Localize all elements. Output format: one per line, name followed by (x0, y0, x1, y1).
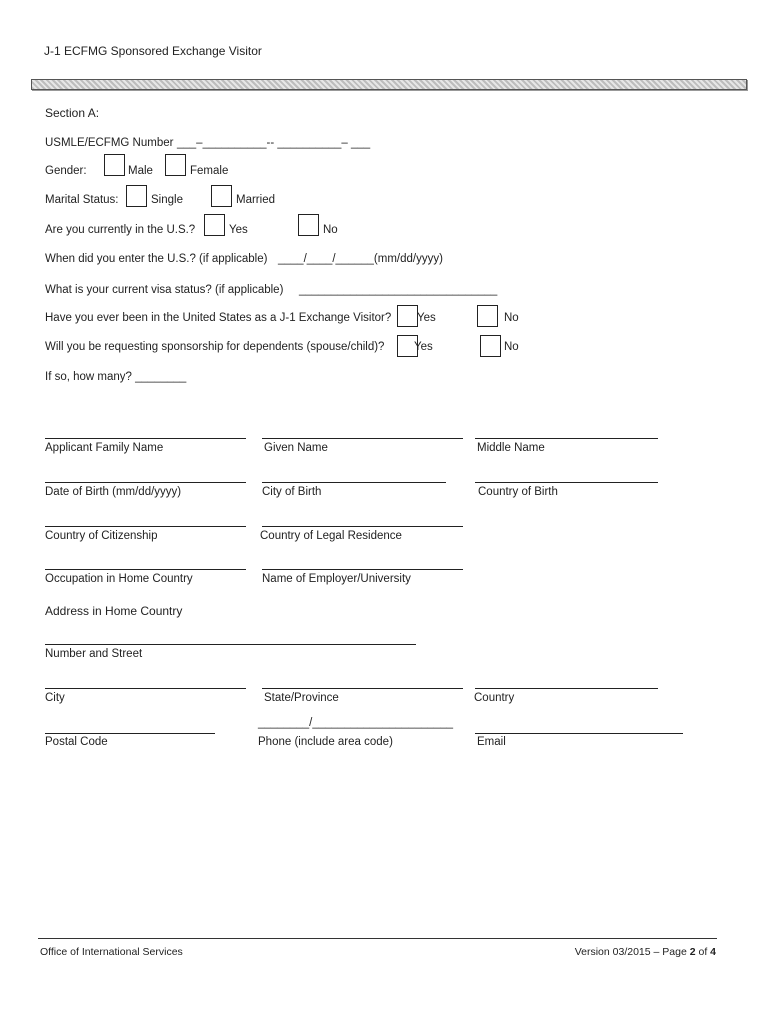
dob-label: Date of Birth (mm/dd/yyyy) (45, 486, 182, 498)
enter-us-question: When did you enter the U.S.? (if applicable) (45, 253, 268, 265)
legal-residence-label: Country of Legal Residence (260, 530, 402, 542)
visa-status-question: What is your current visa status? (if applicable) (45, 284, 284, 296)
j1-history-no-label: No (504, 312, 519, 324)
country-of-birth-label: Country of Birth (478, 486, 558, 498)
j1-history-yes-checkbox[interactable] (397, 305, 418, 327)
dependents-question: Will you be requesting sponsorship for dependents (spouse/child)? (45, 341, 385, 353)
country-line[interactable] (475, 688, 658, 689)
family-name-line[interactable] (45, 438, 246, 439)
email-label: Email (477, 736, 506, 748)
footer-version: Version 03/2015 – Page (574, 946, 690, 958)
city-label: City (45, 692, 65, 704)
given-name-label: Given Name (264, 442, 328, 454)
marital-married-checkbox[interactable] (211, 185, 232, 207)
gender-male-checkbox[interactable] (104, 154, 125, 176)
city-of-birth-line[interactable] (262, 482, 446, 483)
in-us-no-checkbox[interactable] (298, 214, 319, 236)
state-line[interactable] (262, 688, 463, 689)
family-name-label: Applicant Family Name (45, 442, 164, 454)
footer-page-info (575, 946, 716, 958)
usmle-label: USMLE/ECFMG Number (45, 137, 174, 149)
gender-female-label: Female (190, 165, 229, 177)
street-line[interactable] (45, 644, 416, 645)
given-name-line[interactable] (262, 438, 463, 439)
in-us-no-label: No (323, 224, 338, 236)
footer-office: Office of International Services (40, 946, 183, 958)
in-us-yes-checkbox[interactable] (204, 214, 225, 236)
occupation-line[interactable] (45, 569, 246, 570)
footer-page-of: of (695, 946, 711, 958)
legal-residence-line[interactable] (262, 526, 463, 527)
visa-status-field[interactable]: _______________________________ (299, 284, 498, 296)
gender-label: Gender: (45, 165, 87, 177)
footer-page-total: 4 (710, 946, 716, 958)
marital-single-label: Single (151, 194, 183, 206)
citizenship-label: Country of Citizenship (45, 530, 158, 542)
state-label: State/Province (264, 692, 339, 704)
employer-line[interactable] (262, 569, 463, 570)
dependents-count-field[interactable]: If so, how many? ________ (45, 371, 187, 383)
employer-label: Name of Employer/University (262, 573, 411, 585)
email-line[interactable] (475, 733, 683, 734)
middle-name-line[interactable] (475, 438, 658, 439)
header-divider-bar (31, 79, 747, 90)
document-title: J-1 ECFMG Sponsored Exchange Visitor (44, 44, 262, 58)
street-label: Number and Street (45, 648, 143, 660)
city-line[interactable] (45, 688, 246, 689)
footer-divider (38, 938, 717, 939)
j1-history-question: Have you ever been in the United States as a J-1 Exchange Visitor? (45, 312, 392, 324)
in-us-yes-label: Yes (229, 224, 248, 236)
gender-female-checkbox[interactable] (165, 154, 186, 176)
enter-us-date-field[interactable]: ____/____/______(mm/dd/yyyy) (278, 253, 443, 265)
dob-line[interactable] (45, 482, 246, 483)
marital-single-checkbox[interactable] (126, 185, 147, 207)
section-a-heading: Section A: (45, 106, 100, 120)
address-heading: Address in Home Country (45, 604, 183, 618)
dependents-no-label: No (504, 341, 519, 353)
city-of-birth-label: City of Birth (262, 486, 322, 498)
phone-label: Phone (include area code) (258, 736, 393, 748)
usmle-number-field[interactable]: ___–__________-- __________– ___ (177, 137, 371, 149)
j1-history-no-checkbox[interactable] (477, 305, 498, 327)
postal-code-line[interactable] (45, 733, 215, 734)
marital-married-label: Married (236, 194, 275, 206)
gender-male-label: Male (128, 165, 153, 177)
phone-field[interactable]: ________/______________________ (258, 717, 454, 729)
occupation-label: Occupation in Home Country (45, 573, 193, 585)
country-of-birth-line[interactable] (475, 482, 658, 483)
country-label: Country (474, 692, 515, 704)
footer-page-current: 2 (689, 946, 696, 958)
dependents-yes-label: Yes (414, 341, 433, 353)
middle-name-label: Middle Name (477, 442, 545, 454)
citizenship-line[interactable] (45, 526, 246, 527)
dependents-no-checkbox[interactable] (480, 335, 501, 357)
postal-code-label: Postal Code (45, 736, 108, 748)
marital-status-label: Marital Status: (45, 194, 119, 206)
in-us-question: Are you currently in the U.S.? (45, 224, 196, 236)
j1-history-yes-label: Yes (417, 312, 436, 324)
